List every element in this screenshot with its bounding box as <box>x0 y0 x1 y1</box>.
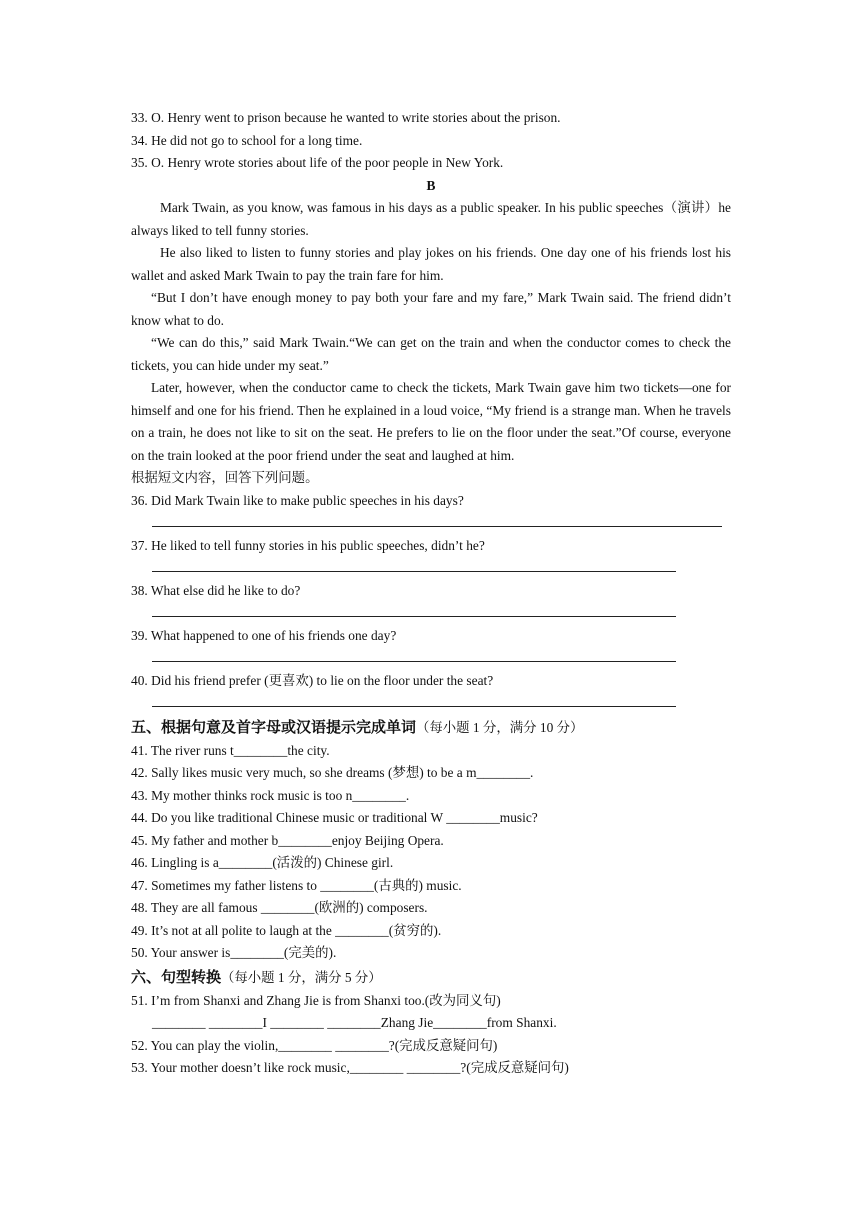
section-6-heading <box>131 966 731 990</box>
answer-line-36[interactable] <box>131 512 731 535</box>
question-52: 52. You can play the violin,________ ________?(完成反意疑问句) <box>131 1037 498 1053</box>
question-36: 36. Did Mark Twain like to make public speeches in his days? <box>131 492 464 508</box>
answer-line-39[interactable] <box>131 647 731 670</box>
question-50: 50. Your answer is________(完美的). <box>131 945 337 960</box>
passage-paragraph-4: “We can do this,” said Mark Twain.“We can get on the train and when the conductor comes to check the tickets, you can hide under my seat.” <box>131 335 731 373</box>
section-6-title: 六、句型转换 <box>131 969 222 986</box>
question-37: 37. He liked to tell funny stories in his public speeches, didn’t he? <box>131 537 485 553</box>
question-44: 44. Do you like traditional Chinese music or traditional W ________music? <box>131 810 538 825</box>
answer-line-40[interactable] <box>131 692 731 715</box>
question-45: 45. My father and mother b________enjoy Beijing Opera. <box>131 832 444 848</box>
question-39: 39. What happened to one of his friends one day? <box>131 627 397 643</box>
question-53: 53. Your mother doesn’t like rock music,________ ________?(完成反意疑问句) <box>131 1060 569 1075</box>
question-48: 48. They are all famous ________(欧洲的) composers. <box>131 900 428 915</box>
question-47: 47. Sometimes my father listens to ________(古典的) music. <box>131 877 462 893</box>
question-35: 35. O. Henry wrote stories about life of the poor people in New York. <box>131 155 504 170</box>
passage-paragraph-2: He also liked to listen to funny stories and play jokes on his friends. One day one of his friends lost his wallet and asked Mark Twain to pay the train fare for him. <box>131 245 731 283</box>
question-34: 34. He did not go to school for a long time. <box>131 132 363 148</box>
section-5-title: 五、根据句意及首字母或汉语提示完成单词 <box>131 719 417 736</box>
answer-line-37[interactable] <box>131 557 731 580</box>
question-42: 42. Sally likes music very much, so she dreams (梦想) to be a m________. <box>131 765 534 780</box>
answer-line-38[interactable] <box>131 602 731 625</box>
question-51-blanks[interactable]: ________ ________I ________ ________Zhang Jie________from Shanxi. <box>152 1015 557 1030</box>
question-49: 49. It’s not at all polite to laugh at the ________(贫穷的). <box>131 922 442 938</box>
question-51: 51. I’m from Shanxi and Zhang Jie is from Shanxi too.(改为同义句) <box>131 992 501 1008</box>
exam-page <box>131 107 731 1080</box>
passage-paragraph-1: Mark Twain, as you know, was famous in his days as a public speaker. In his public speeches（演讲）he always liked to tell funny stories. <box>131 200 731 238</box>
question-40: 40. Did his friend prefer (更喜欢) to lie on the floor under the seat? <box>131 672 494 688</box>
passage-paragraph-3: “But I don’t have enough money to pay both your fare and my fare,” Mark Twain said. The friend didn’t know what to do. <box>131 290 731 328</box>
section-5-heading <box>131 716 731 740</box>
question-33: 33. O. Henry went to prison because he wanted to write stories about the prison. <box>131 110 561 125</box>
section-6-note: （每小题 1 分，满分 5 分） <box>221 969 382 985</box>
question-43: 43. My mother thinks rock music is too n________. <box>131 787 410 803</box>
question-46: 46. Lingling is a________(活泼的) Chinese girl. <box>131 855 394 870</box>
passage-instruction: 根据短文内容，回答下列问题。 <box>131 470 319 485</box>
passage-b-title: B <box>426 177 436 193</box>
section-5-note: （每小题 1 分，满分 10 分） <box>416 719 584 735</box>
question-38: 38. What else did he like to do? <box>131 582 301 598</box>
passage-paragraph-5: Later, however, when the conductor came to check the tickets, Mark Twain gave him two tickets—one for himself and one for his friend. Then he explained in a loud voice, “My friend is a strange man. When he travels on a train, he does not like to sit on the seat. He prefers to lie on the floor under the seat.”Of course, everyone on the train looked at the poor friend under the seat and laughed at him. <box>131 380 731 463</box>
question-41: 41. The river runs t________the city. <box>131 742 330 758</box>
